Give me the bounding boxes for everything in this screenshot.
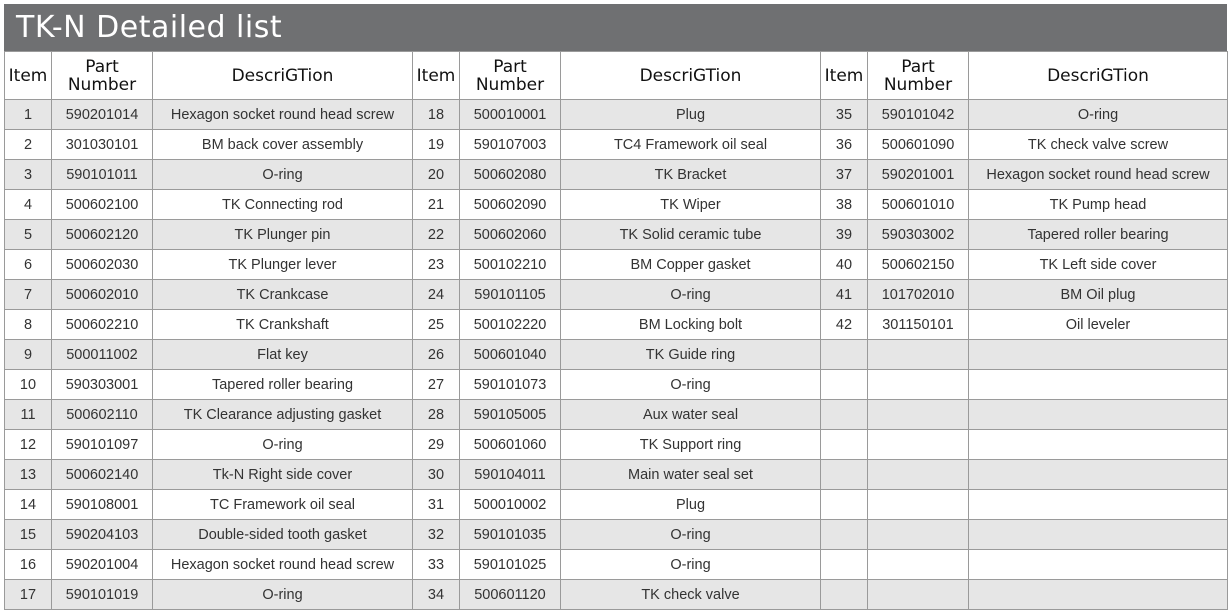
item-cell: 4 — [5, 190, 52, 220]
item-cell: 1 — [5, 100, 52, 130]
part-number-cell: 500010002 — [460, 490, 561, 520]
header-part-number-line2: Number — [475, 74, 545, 95]
description-cell: TK check valve — [561, 580, 821, 610]
item-cell: 35 — [821, 100, 868, 130]
description-cell — [969, 340, 1228, 370]
part-number-cell: 500601090 — [868, 130, 969, 160]
part-number-cell — [868, 400, 969, 430]
description-cell: Hexagon socket round head screw — [153, 100, 413, 130]
part-number-cell: 500602110 — [52, 400, 153, 430]
part-number-cell: 101702010 — [868, 280, 969, 310]
header-part-number-line1: Part — [901, 56, 935, 77]
description-cell: O-ring — [561, 370, 821, 400]
header-description: DescriGTion — [561, 52, 821, 100]
part-number-cell: 590201004 — [52, 550, 153, 580]
part-number-cell: 590101042 — [868, 100, 969, 130]
part-number-cell — [868, 580, 969, 610]
description-cell: TK check valve screw — [969, 130, 1228, 160]
part-number-cell: 590303002 — [868, 220, 969, 250]
description-cell — [969, 490, 1228, 520]
description-cell: TK Support ring — [561, 430, 821, 460]
item-cell: 25 — [413, 310, 460, 340]
item-cell: 40 — [821, 250, 868, 280]
table-row — [5, 160, 1228, 190]
part-number-cell: 500602100 — [52, 190, 153, 220]
description-cell: TK Wiper — [561, 190, 821, 220]
item-cell: 24 — [413, 280, 460, 310]
item-cell: 29 — [413, 430, 460, 460]
description-cell: Oil leveler — [969, 310, 1228, 340]
description-cell: TK Solid ceramic tube — [561, 220, 821, 250]
part-number-cell: 500102220 — [460, 310, 561, 340]
table-row — [5, 490, 1228, 520]
description-cell: TC Framework oil seal — [153, 490, 413, 520]
part-number-cell: 500601120 — [460, 580, 561, 610]
header-row — [5, 52, 1228, 100]
page-title: TK-N Detailed list — [4, 4, 1227, 51]
header-description: DescriGTion — [969, 52, 1228, 100]
part-number-cell: 590204103 — [52, 520, 153, 550]
item-cell — [821, 430, 868, 460]
item-cell: 26 — [413, 340, 460, 370]
header-part-number-line1: Part — [85, 56, 119, 77]
part-number-cell — [868, 550, 969, 580]
description-cell: Flat key — [153, 340, 413, 370]
item-cell: 6 — [5, 250, 52, 280]
item-cell: 7 — [5, 280, 52, 310]
header-item: Item — [5, 52, 52, 100]
header-part-number-line2: Number — [67, 74, 137, 95]
table-row — [5, 550, 1228, 580]
part-number-cell: 500602090 — [460, 190, 561, 220]
part-number-cell: 500602060 — [460, 220, 561, 250]
part-number-cell — [868, 430, 969, 460]
table-row — [5, 520, 1228, 550]
header-part-number — [52, 52, 153, 100]
item-cell: 38 — [821, 190, 868, 220]
description-cell: TK Clearance adjusting gasket — [153, 400, 413, 430]
parts-table — [4, 51, 1228, 610]
description-cell: Plug — [561, 100, 821, 130]
item-cell — [821, 460, 868, 490]
description-cell: Plug — [561, 490, 821, 520]
description-cell: TK Pump head — [969, 190, 1228, 220]
item-cell: 8 — [5, 310, 52, 340]
header-description: DescriGTion — [153, 52, 413, 100]
item-cell: 19 — [413, 130, 460, 160]
description-cell: TK Plunger lever — [153, 250, 413, 280]
description-cell: O-ring — [561, 520, 821, 550]
part-number-cell: 500601010 — [868, 190, 969, 220]
item-cell: 32 — [413, 520, 460, 550]
item-cell: 17 — [5, 580, 52, 610]
description-cell — [969, 550, 1228, 580]
part-number-cell: 590101019 — [52, 580, 153, 610]
item-cell: 9 — [5, 340, 52, 370]
item-cell: 37 — [821, 160, 868, 190]
item-cell: 28 — [413, 400, 460, 430]
item-cell: 33 — [413, 550, 460, 580]
part-number-cell: 590101097 — [52, 430, 153, 460]
item-cell: 34 — [413, 580, 460, 610]
description-cell: O-ring — [153, 430, 413, 460]
description-cell: O-ring — [969, 100, 1228, 130]
header-part-number — [460, 52, 561, 100]
description-cell — [969, 430, 1228, 460]
table-row — [5, 310, 1228, 340]
part-number-cell: 590105005 — [460, 400, 561, 430]
description-cell: Aux water seal — [561, 400, 821, 430]
description-cell: Hexagon socket round head screw — [153, 550, 413, 580]
table-row — [5, 100, 1228, 130]
item-cell: 23 — [413, 250, 460, 280]
header-item: Item — [821, 52, 868, 100]
part-number-cell: 500602140 — [52, 460, 153, 490]
part-number-cell — [868, 490, 969, 520]
header-part-number-line2: Number — [883, 74, 953, 95]
item-cell: 21 — [413, 190, 460, 220]
description-cell: BM Copper gasket — [561, 250, 821, 280]
part-number-cell: 500102210 — [460, 250, 561, 280]
part-number-cell: 590101105 — [460, 280, 561, 310]
table-row — [5, 130, 1228, 160]
item-cell: 36 — [821, 130, 868, 160]
description-cell: Main water seal set — [561, 460, 821, 490]
part-number-cell: 590201001 — [868, 160, 969, 190]
table-row — [5, 280, 1228, 310]
item-cell: 18 — [413, 100, 460, 130]
part-number-cell: 590104011 — [460, 460, 561, 490]
description-cell: O-ring — [561, 280, 821, 310]
description-cell: O-ring — [153, 160, 413, 190]
item-cell: 2 — [5, 130, 52, 160]
table-row — [5, 220, 1228, 250]
description-cell — [969, 400, 1228, 430]
item-cell — [821, 550, 868, 580]
table-row — [5, 460, 1228, 490]
description-cell: Tapered roller bearing — [153, 370, 413, 400]
item-cell: 42 — [821, 310, 868, 340]
item-cell: 20 — [413, 160, 460, 190]
item-cell: 12 — [5, 430, 52, 460]
item-cell — [821, 580, 868, 610]
table-row — [5, 190, 1228, 220]
description-cell: BM back cover assembly — [153, 130, 413, 160]
description-cell: Tapered roller bearing — [969, 220, 1228, 250]
table-row — [5, 370, 1228, 400]
item-cell — [821, 520, 868, 550]
description-cell: Tk-N Right side cover — [153, 460, 413, 490]
item-cell: 30 — [413, 460, 460, 490]
part-number-cell — [868, 370, 969, 400]
description-cell — [969, 520, 1228, 550]
part-number-cell: 500601040 — [460, 340, 561, 370]
part-number-cell: 500602030 — [52, 250, 153, 280]
item-cell: 5 — [5, 220, 52, 250]
part-number-cell: 590107003 — [460, 130, 561, 160]
part-number-cell: 301150101 — [868, 310, 969, 340]
item-cell — [821, 400, 868, 430]
item-cell: 27 — [413, 370, 460, 400]
part-number-cell: 500602120 — [52, 220, 153, 250]
item-cell — [821, 370, 868, 400]
description-cell: TK Plunger pin — [153, 220, 413, 250]
part-number-cell: 590303001 — [52, 370, 153, 400]
part-number-cell: 500602080 — [460, 160, 561, 190]
part-number-cell: 500602010 — [52, 280, 153, 310]
part-number-cell: 500602150 — [868, 250, 969, 280]
part-number-cell: 301030101 — [52, 130, 153, 160]
description-cell: Hexagon socket round head screw — [969, 160, 1228, 190]
table-body — [5, 100, 1228, 610]
item-cell: 22 — [413, 220, 460, 250]
part-number-cell: 590101073 — [460, 370, 561, 400]
description-cell: O-ring — [153, 580, 413, 610]
part-number-cell — [868, 340, 969, 370]
header-part-number-line1: Part — [493, 56, 527, 77]
table-row — [5, 430, 1228, 460]
description-cell: O-ring — [561, 550, 821, 580]
table-row — [5, 340, 1228, 370]
item-cell: 15 — [5, 520, 52, 550]
description-cell: TC4 Framework oil seal — [561, 130, 821, 160]
item-cell: 16 — [5, 550, 52, 580]
description-cell: Double-sided tooth gasket — [153, 520, 413, 550]
part-number-cell: 590108001 — [52, 490, 153, 520]
part-number-cell: 500601060 — [460, 430, 561, 460]
part-number-cell — [868, 520, 969, 550]
description-cell: TK Bracket — [561, 160, 821, 190]
description-cell: TK Crankshaft — [153, 310, 413, 340]
item-cell: 39 — [821, 220, 868, 250]
item-cell: 10 — [5, 370, 52, 400]
item-cell: 13 — [5, 460, 52, 490]
part-number-cell: 590201014 — [52, 100, 153, 130]
description-cell — [969, 370, 1228, 400]
part-number-cell: 500602210 — [52, 310, 153, 340]
table-row — [5, 400, 1228, 430]
description-cell: TK Left side cover — [969, 250, 1228, 280]
part-number-cell: 590101035 — [460, 520, 561, 550]
item-cell — [821, 340, 868, 370]
description-cell: BM Locking bolt — [561, 310, 821, 340]
item-cell: 31 — [413, 490, 460, 520]
description-cell — [969, 460, 1228, 490]
item-cell: 14 — [5, 490, 52, 520]
item-cell: 3 — [5, 160, 52, 190]
description-cell: TK Connecting rod — [153, 190, 413, 220]
header-part-number — [868, 52, 969, 100]
description-cell — [969, 580, 1228, 610]
table-row — [5, 580, 1228, 610]
description-cell: BM Oil plug — [969, 280, 1228, 310]
item-cell: 11 — [5, 400, 52, 430]
table-row — [5, 250, 1228, 280]
item-cell — [821, 490, 868, 520]
part-number-cell: 590101025 — [460, 550, 561, 580]
part-number-cell: 500011002 — [52, 340, 153, 370]
part-number-cell — [868, 460, 969, 490]
part-number-cell: 590101011 — [52, 160, 153, 190]
part-number-cell: 500010001 — [460, 100, 561, 130]
header-item: Item — [413, 52, 460, 100]
description-cell: TK Crankcase — [153, 280, 413, 310]
item-cell: 41 — [821, 280, 868, 310]
description-cell: TK Guide ring — [561, 340, 821, 370]
